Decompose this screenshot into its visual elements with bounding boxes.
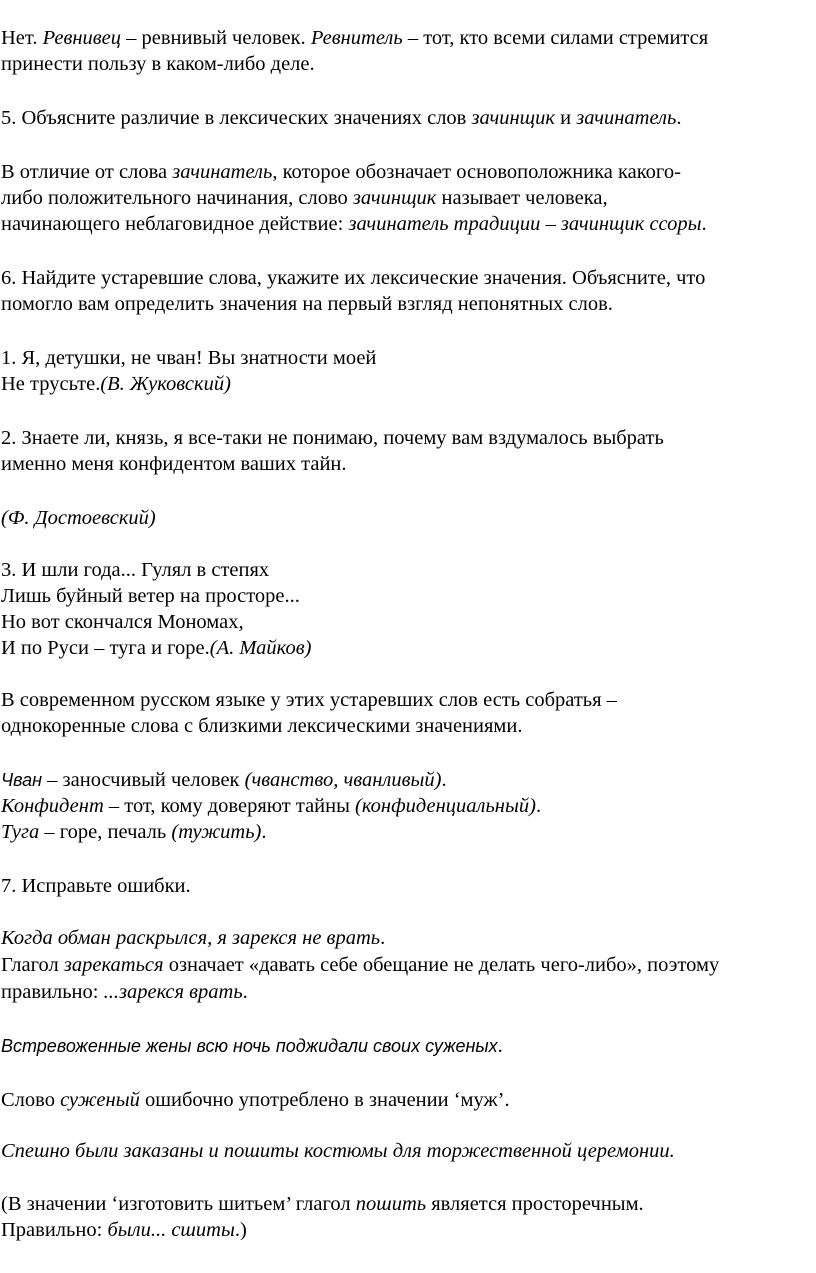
text-line	[1, 612, 244, 633]
emphasis-text: (тужить)	[171, 821, 262, 843]
emphasis-text: (конфиденциальный)	[355, 795, 536, 817]
text-line	[1, 1090, 510, 1111]
text-line	[1, 374, 231, 395]
text-line	[1, 1194, 644, 1215]
text-line	[1, 108, 681, 129]
plain-text: , которое обозначает основоположника какого-	[272, 161, 681, 183]
emphasis-text: (чванство, чванливый)	[244, 769, 442, 791]
plain-text: 5. Объясните различие в лексических значениях слов	[1, 107, 472, 129]
plain-text: И по Руси – туга и горе.	[1, 637, 210, 659]
text-line	[1, 982, 248, 1003]
emphasis-text: (Ф. Достоевский)	[1, 507, 156, 529]
plain-text: Лишь буйный ветер на просторе...	[1, 585, 300, 607]
plain-text: 6. Найдите устаревшие слова, укажите их лексические значения. Объясните, что	[1, 267, 706, 289]
text-line	[1, 162, 681, 183]
emphasis-text: Когда обман раскрылся, я зарекся не врать	[1, 927, 381, 949]
text-line	[1, 28, 708, 49]
plain-text: .	[380, 927, 386, 949]
text-line	[1, 876, 191, 897]
emphasis-text: (А. Майков)	[209, 637, 312, 659]
text-line	[1, 928, 385, 949]
text-line	[1, 638, 311, 659]
plain-text: называет человека,	[436, 187, 608, 209]
plain-text: помогло вам определить значения на первый взгляд непонятных слов.	[1, 293, 613, 315]
plain-text: .	[676, 107, 682, 129]
text-line	[1, 796, 541, 817]
plain-text: – заносчивый человек	[42, 769, 245, 791]
emphasis-text: ...зарекся врать	[103, 981, 243, 1003]
plain-text: Слово	[1, 1089, 61, 1111]
plain-text: является просторечным.	[426, 1193, 644, 1215]
plain-text: Но вот скончался Мономах,	[1, 611, 244, 633]
emphasis-text: Туга	[1, 821, 40, 843]
plain-text: однокоренные слова с близкими лексическими значениями.	[1, 715, 523, 737]
text-line	[1, 214, 707, 235]
emphasis-text: Встревоженные жены всю ночь поджидали своих суженых	[1, 1036, 498, 1056]
plain-text: начинающего неблаговидное действие:	[1, 213, 349, 235]
text-line	[1, 454, 347, 475]
text-line	[1, 268, 705, 289]
emphasis-text: зачинщик	[471, 107, 555, 129]
plain-text: 1. Я, детушки, не чван! Вы знатности моей	[1, 347, 377, 369]
plain-text: Нет.	[1, 27, 43, 49]
emphasis-text: Ревнивец	[42, 27, 122, 49]
plain-text: – ревнивый человек.	[121, 27, 311, 49]
plain-text: В отличие от слова	[1, 161, 173, 183]
emphasis-text: были... сшиты	[107, 1219, 235, 1241]
plain-text: (В значении ‘изготовить шитьем’ глагол	[1, 1193, 356, 1215]
plain-text: .	[242, 981, 248, 1003]
text-line	[1, 955, 719, 976]
emphasis-text: зачинатель	[172, 161, 273, 183]
plain-text: .	[497, 1035, 503, 1057]
emphasis-text: зарекаться	[63, 954, 164, 976]
emphasis-text: Спешно были заказаны и пошиты костюмы для торжественной церемонии.	[1, 1140, 675, 1162]
text-line	[1, 560, 269, 581]
emphasis-text: суженый	[60, 1089, 140, 1111]
plain-text: и	[555, 107, 577, 129]
plain-text: .	[535, 795, 542, 817]
text-line	[1, 54, 315, 75]
plain-text: Глагол	[1, 954, 64, 976]
plain-text: означает «давать себе обещание не делать чего-либо», поэтому	[163, 954, 720, 976]
plain-text: В современном русском языке у этих устаревших слов есть собратья –	[1, 689, 617, 711]
plain-text: .)	[234, 1219, 247, 1241]
text-line	[1, 770, 447, 791]
emphasis-text: зачинщик	[352, 187, 437, 209]
plain-text: именно меня конфидентом ваших тайн.	[1, 453, 347, 475]
text-line	[1, 188, 608, 209]
text-line	[1, 586, 300, 607]
text-line	[1, 822, 267, 843]
text-line	[1, 348, 376, 369]
plain-text: – тот, кто всеми силами стремится	[402, 27, 709, 49]
emphasis-text: Чван	[1, 770, 43, 790]
plain-text: – тот, кому доверяют тайны	[103, 795, 356, 817]
emphasis-text: Ревнитель	[310, 27, 403, 49]
plain-text: .	[701, 213, 707, 235]
emphasis-text: (В. Жуковский)	[100, 373, 231, 395]
plain-text: Не трусьте.	[1, 373, 101, 395]
plain-text: .	[441, 769, 447, 791]
plain-text: 2. Знаете ли, князь, я все-таки не понимаю, почему вам вздумалось выбрать	[1, 427, 664, 449]
plain-text: Правильно:	[1, 1219, 108, 1241]
emphasis-text: зачинатель традиции – зачинщик ссоры	[348, 213, 702, 235]
text-line	[1, 508, 156, 529]
text-line	[1, 294, 613, 315]
text-line	[1, 428, 664, 449]
text-line	[1, 716, 522, 737]
plain-text: ошибочно употреблено в значении ‘муж’.	[139, 1089, 510, 1111]
plain-text: 7. Исправьте ошибки.	[1, 875, 191, 897]
plain-text: – горе, печаль	[39, 821, 172, 843]
plain-text: 3. И шли года... Гулял в степях	[1, 559, 270, 581]
text-line	[1, 1141, 675, 1162]
emphasis-text: пошить	[355, 1193, 427, 1215]
text-line	[1, 690, 617, 711]
text-line	[1, 1220, 247, 1241]
text-line	[1, 1036, 503, 1057]
plain-text: .	[261, 821, 267, 843]
plain-text: либо положительного начинания, слово	[1, 187, 353, 209]
plain-text: принести пользу в каком-либо деле.	[1, 53, 315, 75]
emphasis-text: Конфидент	[1, 795, 104, 817]
emphasis-text: зачинатель	[576, 107, 677, 129]
plain-text: правильно:	[1, 981, 104, 1003]
